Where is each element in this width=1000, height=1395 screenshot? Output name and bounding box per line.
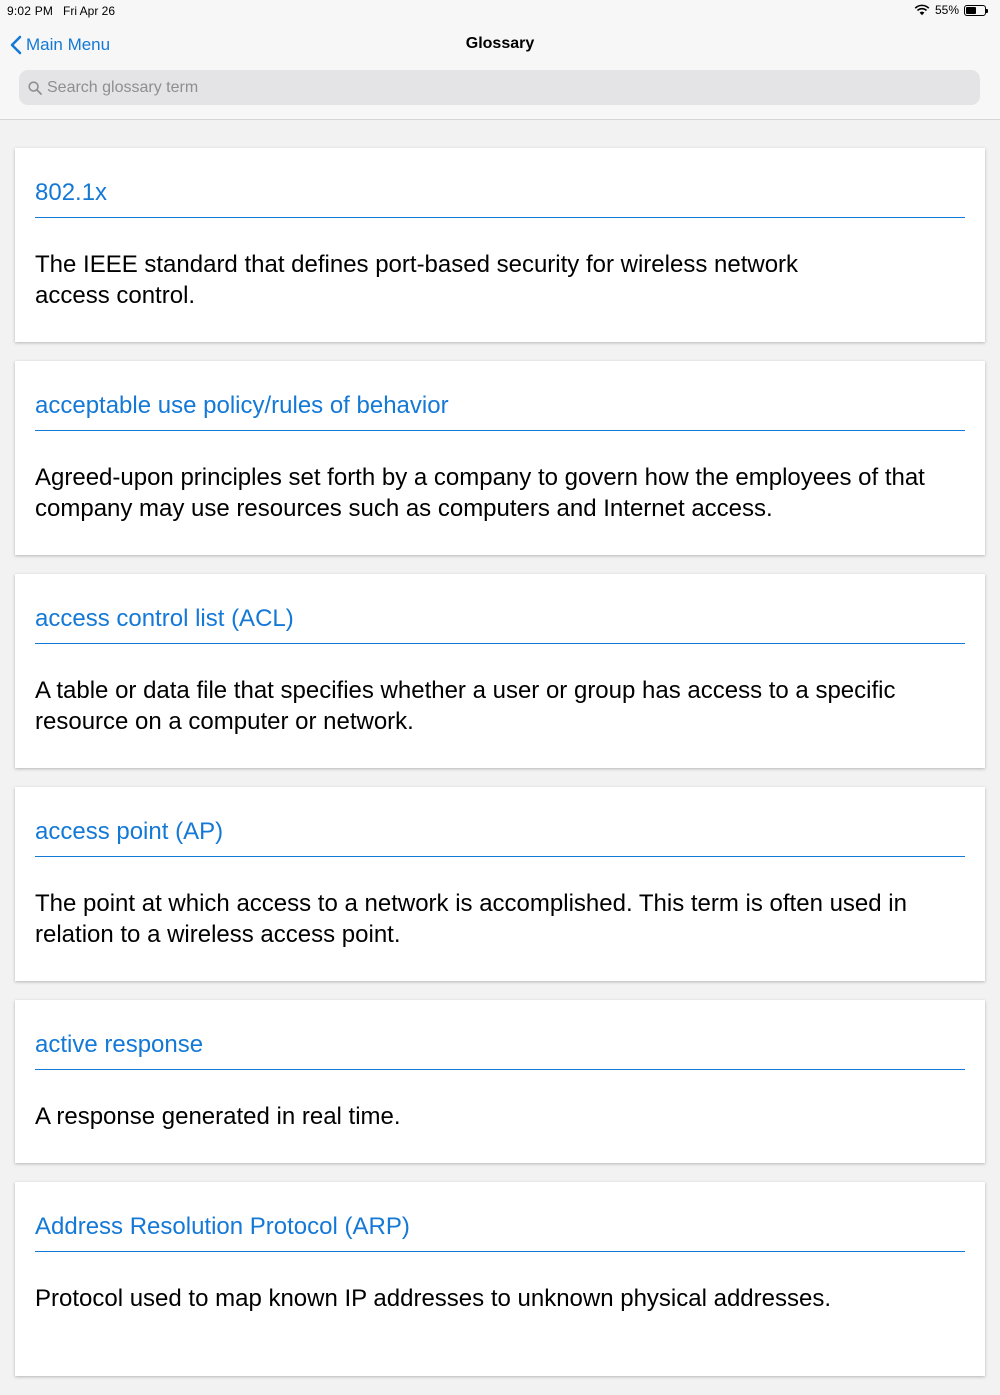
- glossary-term: Address Resolution Protocol (ARP): [35, 1182, 965, 1252]
- status-right: [914, 3, 986, 17]
- glossary-card[interactable]: [15, 787, 985, 981]
- battery-icon: [964, 5, 986, 16]
- glossary-term: acceptable use policy/rules of behavior: [35, 361, 965, 431]
- navigation-bar: [0, 22, 1000, 120]
- search-icon: [28, 81, 42, 95]
- wifi-icon: [914, 4, 930, 16]
- status-bar: [0, 0, 1000, 22]
- battery-percent: 55%: [934, 3, 959, 17]
- back-button-label: Main Menu: [26, 35, 111, 54]
- glossary-term: access point (AP): [35, 787, 965, 857]
- glossary-term: access control list (ACL): [35, 574, 965, 644]
- status-time: 9:02 PM: [7, 4, 54, 18]
- glossary-term: active response: [35, 1000, 965, 1070]
- glossary-card[interactable]: [15, 1000, 985, 1163]
- glossary-definition: The point at which access to a network is accomplished. This term is often used in relation to a wireless access point.: [35, 890, 907, 948]
- glossary-card[interactable]: [15, 148, 985, 342]
- status-date: Fri Apr 26: [63, 4, 116, 18]
- page-title: Glossary: [465, 35, 535, 52]
- glossary-definition: A table or data file that specifies whether a user or group has access to a specific resource on a computer or network.: [35, 677, 896, 735]
- glossary-definition: Agreed-upon principles set forth by a company to govern how the employees of that company may use resources such as computers and Internet access.: [35, 464, 925, 522]
- glossary-definition: The IEEE standard that defines port-based security for wireless network access control.: [35, 251, 799, 309]
- glossary-card[interactable]: [15, 1182, 985, 1376]
- glossary-definition: A response generated in real time.: [35, 1103, 401, 1130]
- glossary-card[interactable]: [15, 574, 985, 768]
- glossary-card[interactable]: [15, 361, 985, 555]
- search-bar[interactable]: [19, 70, 980, 105]
- search-input[interactable]: [47, 73, 947, 103]
- glossary-list: [15, 148, 985, 1395]
- glossary-definition: Protocol used to map known IP addresses to unknown physical addresses.: [35, 1285, 832, 1312]
- glossary-term: 802.1x: [35, 148, 965, 218]
